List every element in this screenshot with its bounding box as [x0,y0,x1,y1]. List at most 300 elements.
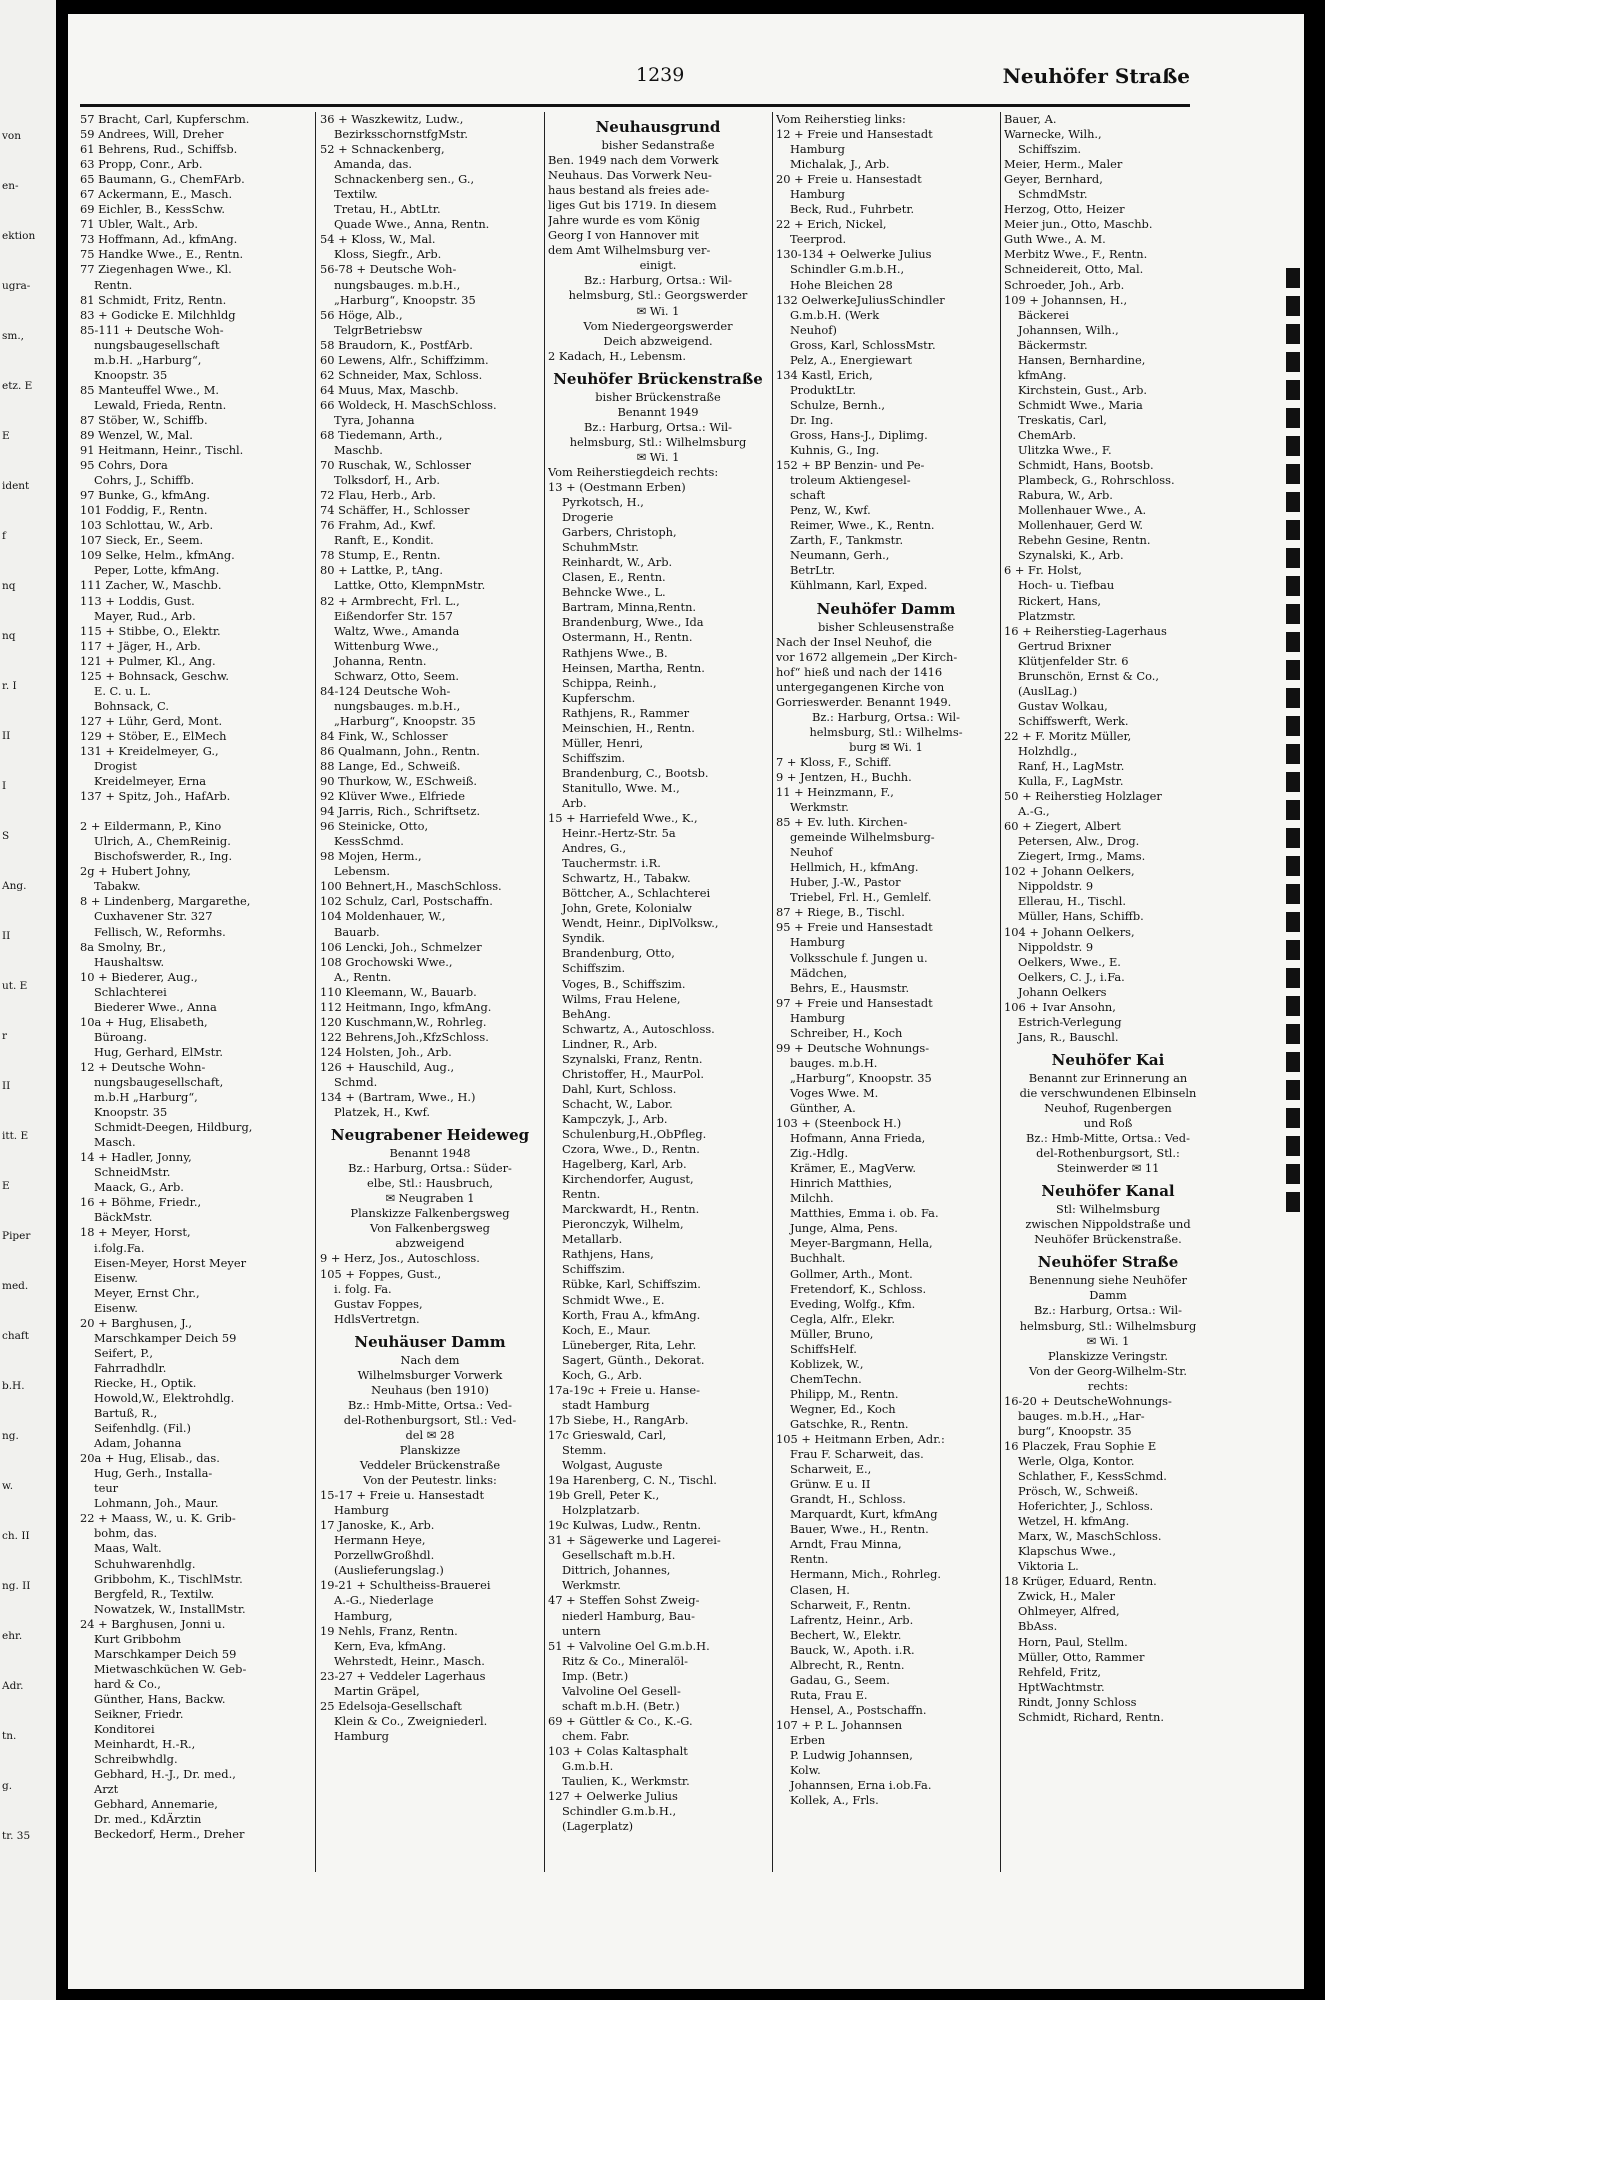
address-entry: 25 Edelsoja-Gesellschaft [320,1698,462,1713]
street-note: helmsburg, Stl.: Georgswerder [568,288,748,303]
address-entry: 50 + Reiherstieg Holzlager [1004,789,1162,804]
resident-entry: Wetzel, H. kfmAng. [1018,1514,1130,1529]
margin-fragment: ch. II [2,1530,30,1542]
resident-entry: PorzellwGroßhdl. [334,1548,435,1563]
resident-entry: Garbers, Christoph, [562,525,677,540]
address-entry: 104 + Johann Oelkers, [1004,924,1135,939]
resident-entry: bauges. m.b.H. [790,1055,878,1070]
street-note: Benannt 1948 [389,1146,471,1161]
address-entry: 73 Hoffmann, Ad., kfmAng. [80,232,238,247]
resident-entry: Scharweit, E., [790,1462,872,1477]
resident-entry: Gustav Wolkau, [1018,698,1108,713]
resident-entry: Eisen-Meyer, Horst Meyer [94,1255,247,1270]
column-divider [315,112,316,1872]
resident-entry: Seikner, Friedr. [94,1706,184,1721]
resident-entry: Grandt, H., Schloss. [790,1492,906,1507]
resident-entry: BehAng. [562,1006,611,1021]
address-entry: 69 + Güttler & Co., K.-G. [548,1713,693,1728]
resident-entry: Tyra, Johanna [334,412,415,427]
resident-entry: Hoferichter, J., Schloss. [1018,1499,1154,1514]
margin-fragment: E [2,1180,10,1192]
address-entry: Georg I von Hannover mit [548,228,699,243]
street-note: Vom Niedergeorgswerder [583,318,733,333]
resident-entry: Schmidt Wwe., Maria [1018,397,1143,412]
address-entry: 107 + P. L. Johannsen [776,1717,903,1732]
resident-entry: Bischofswerder, R., Ing. [94,849,233,864]
resident-entry: Schiffszim. [1018,142,1082,157]
resident-entry: Johann Oelkers [1018,984,1107,999]
resident-entry: Hamburg [790,142,845,157]
resident-entry: Adam, Johanna [94,1436,182,1451]
address-entry: 9 + Herz, Jos., Autoschloss. [320,1251,480,1266]
resident-entry: BäckMstr. [94,1210,153,1225]
address-entry: 89 Wenzel, W., Mal. [80,427,193,442]
street-note: helmsburg, Stl.: Wilhelms- [809,724,963,739]
resident-entry: Müller, Bruno, [790,1326,874,1341]
resident-entry: Wolgast, Auguste [562,1458,663,1473]
address-entry: 62 Schneider, Max, Schloss. [320,367,483,382]
address-entry: Vom Reiherstieg links: [776,112,906,126]
address-entry: 71 Ubler, Walt., Arb. [80,217,198,232]
resident-entry: Lohmann, Joh., Maur. [94,1496,219,1511]
resident-entry: Kulla, F., LagMstr. [1018,774,1124,789]
resident-entry: Ohlmeyer, Alfred, [1018,1604,1120,1619]
resident-entry: Meyer-Bargmann, Hella, [790,1236,933,1251]
resident-entry: Cuxhavener Str. 327 [94,909,213,924]
page-title: Neuhöfer Straße [1002,64,1190,88]
street-note: Steinwerder ✉ 11 [1056,1161,1160,1176]
resident-entry: Werkmstr. [562,1578,621,1593]
margin-fragment: w. [2,1480,14,1492]
column-3 [548,112,768,1834]
address-entry: 56-78 + Deutsche Woh- [320,262,457,277]
resident-entry: Rindt, Jonny Schloss [1018,1694,1137,1709]
address-entry: 99 + Deutsche Wohnungs- [776,1040,930,1055]
resident-entry: Hamburg [790,935,845,950]
resident-entry: Schmidt, Richard, Rentn. [1018,1709,1164,1724]
address-entry: 102 + Johann Oelkers, [1004,864,1135,879]
resident-entry: Schlather, F., KessSchmd. [1018,1468,1167,1483]
resident-entry: Haushaltsw. [94,954,165,969]
resident-entry: Zwick, H., Maler [1018,1589,1115,1604]
address-entry: 51 + Valvoline Oel G.m.b.H. [548,1638,710,1653]
resident-entry: Rickert, Hans, [1018,593,1102,608]
margin-fragment: ehr. [2,1630,23,1642]
resident-entry: Rehfeld, Fritz, [1018,1664,1101,1679]
column-divider [772,112,773,1872]
resident-entry: Triebel, Frl. H., Gemlelf. [790,890,932,905]
street-note: Bz.: Harburg, Ortsa.: Wil- [1034,1303,1182,1318]
resident-entry: Penz, W., Kwf. [790,503,871,518]
address-entry: 102 Schulz, Carl, Postschaffn. [320,894,493,909]
address-entry: 15-17 + Freie u. Hansestadt [320,1488,485,1503]
address-entry: 66 Woldeck, H. MaschSchloss. [320,397,497,412]
resident-entry: Scharweit, F., Rentn. [790,1597,911,1612]
resident-entry: Dr. Ing. [790,412,834,427]
address-entry: 91 Heitmann, Heinr., Tischl. [80,443,244,458]
resident-entry: Gribbohm, K., TischlMstr. [94,1571,243,1586]
street-note: Neuhof, Rugenbergen [1044,1101,1172,1115]
resident-entry: Ulrich, A., ChemReinig. [94,834,231,849]
resident-entry: Szynalski, K., Arb. [1018,548,1124,563]
resident-entry: Klein & Co., Zweigniederl. [334,1713,488,1728]
address-entry: 19b Grell, Peter K., [548,1488,660,1503]
resident-entry: Brandenburg, Wwe., Ida [562,615,704,630]
resident-entry: Bäckermstr. [1018,337,1088,352]
resident-entry: Hamburg, [334,1608,393,1623]
address-entry: 22 + F. Moritz Müller, [1004,728,1132,743]
address-entry: 109 + Johannsen, H., [1004,292,1128,307]
street-note: Benannt zur Erinnerung an [1028,1070,1188,1085]
resident-entry: Fahrradhdlr. [94,1360,167,1375]
resident-entry: Hellmich, H., kfmAng. [790,860,919,875]
resident-entry: Fellisch, W., Reformhs. [94,924,226,939]
margin-fragment: b.H. [2,1380,25,1392]
address-entry: 107 Sieck, Er., Seem. [80,533,204,548]
address-entry: 95 + Freie und Hansestadt [776,920,933,935]
address-entry: 36 + Waszkewitz, Ludw., [320,112,464,126]
resident-entry: Imp. (Betr.) [562,1668,629,1683]
address-entry: 106 Lencki, Joh., Schmelzer [320,939,482,954]
address-entry: 52 + Schnackenberg, [320,142,445,157]
street-heading: Neugrabener Heideweg [330,1126,530,1145]
address-entry: 85 Manteuffel Wwe., M. [80,382,220,397]
address-entry: 31 + Sägewerke und Lagerei- [548,1533,721,1548]
resident-entry: Kurt Gribbohm [94,1631,182,1646]
resident-entry: Wittenburg Wwe., [334,638,439,653]
resident-entry: Biederer Wwe., Anna [94,999,217,1014]
resident-entry: Hamburg [790,187,845,202]
resident-entry: Nippoldstr. 9 [1018,879,1094,894]
resident-entry: Ziegert, Irmg., Mams. [1018,849,1146,864]
address-entry: 76 Frahm, Ad., Kwf. [320,518,436,533]
address-entry: 127 + Oelwerke Julius [548,1789,678,1804]
resident-entry: Schreibwhdlg. [94,1752,178,1767]
margin-fragment: f [2,530,6,542]
resident-entry: m.b.H „Harburg“, [94,1090,198,1105]
address-entry: 75 Handke Wwe., E., Rentn. [80,247,244,262]
address-entry: 92 Klüver Wwe., Elfriede [320,789,465,804]
resident-entry: Johanna, Rentn. [334,653,427,668]
resident-entry: Syndik. [562,931,606,946]
resident-entry: Koch, G., Arb. [562,1367,643,1382]
street-note: Bz.: Hmb-Mitte, Ortsa.: Ved- [1026,1131,1190,1146]
address-entry: 69 Eichler, B., KessSchw. [80,202,226,217]
street-heading: Neuhausgrund [595,118,721,136]
resident-entry: Kolw. [790,1763,821,1778]
resident-entry: Waltz, Wwe., Amanda [334,623,460,638]
address-entry: 11 + Heinzmann, F., [776,785,894,800]
resident-entry: HptWachtmstr. [1018,1679,1105,1694]
street-note: die verschwundenen Elbinseln [1019,1085,1197,1100]
margin-fragment: sm., [2,330,25,342]
resident-entry: A.-G., Niederlage [334,1593,434,1608]
margin-fragment: nq [2,580,16,592]
resident-entry: Müller, Henri, [562,735,644,750]
resident-entry: Schiffszim. [562,961,626,976]
resident-entry: Jans, R., Bauschl. [1018,1029,1119,1044]
resident-entry: P. Ludwig Johannsen, [790,1748,913,1763]
left-page-fragment [0,0,56,2000]
street-note: bisher Brückenstraße [595,389,721,404]
resident-entry: Voges Wwe. M. [790,1085,879,1100]
margin-fragment: ng. II [2,1580,31,1592]
resident-entry: Kühlmann, Karl, Exped. [790,578,928,593]
street-note: del-Rothenburgsort, Stl.: [1036,1146,1180,1161]
resident-entry: Johannsen, Wilh., [1018,322,1119,337]
street-note: ✉ Wi. 1 [636,449,680,464]
resident-entry: Koch, E., Maur. [562,1322,651,1337]
address-entry: 97 + Freie und Hansestadt [776,995,933,1010]
resident-entry: Maschb. [334,443,383,458]
resident-entry: Hohe Bleichen 28 [790,277,893,292]
margin-fragment: E [2,430,10,442]
resident-entry: Gustav Foppes, [334,1296,423,1311]
street-note: Bz.: Harburg, Ortsa.: Wil- [584,273,732,288]
resident-entry: Pieronczyk, Wilhelm, [562,1217,684,1232]
address-entry: 67 Ackermann, E., Masch. [80,187,233,202]
resident-entry: Kreidelmeyer, Erna [94,774,207,789]
resident-entry: Schuhwarenhdlg. [94,1556,196,1571]
address-entry: 16 + Reiherstieg-Lagerhaus [1004,623,1167,638]
resident-entry: Bartuß, R., [94,1406,158,1421]
address-entry: Meier jun., Otto, Maschb. [1004,217,1153,232]
address-entry: Herzog, Otto, Heizer [1004,202,1125,217]
resident-entry: Metallarb. [562,1232,623,1247]
resident-entry: Hermann Heye, [334,1533,426,1548]
resident-entry: Lewald, Frieda, Rentn. [94,397,227,412]
address-entry: Schroeder, Joh., Arb. [1004,277,1125,292]
address-entry: 16-20 + DeutscheWohnungs- [1004,1393,1172,1408]
resident-entry: Clasen, H. [790,1582,850,1597]
resident-entry: Rathjens, R., Rammer [562,705,690,720]
resident-entry: Drogist [94,759,137,774]
resident-entry: Neuhof) [790,322,837,337]
resident-entry: Cegla, Alfr., Elekr. [790,1311,895,1326]
resident-entry: Rentn. [94,277,133,292]
resident-entry: „Harburg“, Knoopstr. 35 [790,1070,932,1085]
address-entry: 18 + Meyer, Horst, [80,1225,191,1240]
street-note: Wilhelmsburger Vorwerk [357,1367,503,1382]
resident-entry: Müller, Otto, Rammer [1018,1649,1145,1664]
resident-entry: Treskatis, Carl, [1018,412,1107,427]
street-note: ✉ Neugraben 1 [385,1191,475,1206]
address-entry: 117 + Jäger, H., Arb. [80,638,201,653]
resident-entry: John, Grete, Kolonialw [562,901,692,916]
resident-entry: Plambeck, G., Rohrschloss. [1018,473,1175,488]
resident-entry: Bechert, W., Elektr. [790,1627,902,1642]
address-entry: 111 Zacher, W., Maschb. [80,578,222,593]
address-entry: 113 + Loddis, Gust. [80,593,195,608]
street-note: Planskizze [399,1442,461,1457]
resident-entry: Gesellschaft m.b.H. [562,1548,676,1563]
resident-entry: Wendt, Heinr., DiplVolksw., [562,916,719,931]
address-entry: 2 Kadach, H., Lebensm. [548,348,686,363]
resident-entry: Gross, Karl, SchlossMstr. [790,337,936,352]
street-note: und Roß [1083,1116,1133,1131]
resident-entry: Dahl, Kurt, Schloss. [562,1081,677,1096]
resident-entry: Schindler G.m.b.H., [562,1804,677,1819]
address-entry: 13 + (Oestmann Erben) [548,479,686,494]
resident-entry: ProduktLtr. [790,382,857,397]
address-entry: 10 + Biederer, Aug., [80,969,198,984]
address-entry: 24 + Barghusen, Jonni u. [80,1616,226,1631]
resident-entry: Schulze, Bernh., [790,397,885,412]
resident-entry: A., Rentn. [334,969,392,984]
street-note: burg ✉ Wi. 1 [849,739,923,754]
column-2 [320,112,540,1744]
resident-entry: Viktoria L. [1018,1559,1079,1574]
resident-entry: Dr. med., KdÄrztin [94,1812,202,1827]
resident-entry: G.m.b.H. (Werk [790,307,880,322]
address-entry: 121 + Pulmer, Kl., Ang. [80,653,216,668]
street-heading: Neuhöfer Kanal [1041,1182,1175,1201]
resident-entry: Kern, Eva, kfmAng. [334,1638,447,1653]
margin-fragment: ident [2,480,30,492]
address-entry: 95 Cohrs, Dora [80,458,168,473]
address-entry: 58 Braudorn, K., PostfArb. [320,337,473,352]
address-entry: Guth Wwe., A. M. [1004,232,1106,247]
address-entry: 6 + Fr. Holst, [1004,563,1082,578]
resident-entry: Holzplatzarb. [562,1503,640,1518]
resident-entry: Schwartz, H., Tabakw. [562,871,691,886]
resident-entry: Korth, Frau A., kfmAng. [562,1307,701,1322]
address-entry: 84 Fink, W., Schlosser [320,728,448,743]
resident-entry: Holzhdlg., [1018,743,1078,758]
resident-entry: Valvoline Oel Gesell- [562,1683,681,1698]
resident-entry: Neuhof [790,845,833,860]
page-header [80,54,1190,107]
resident-entry: Werkmstr. [790,800,849,815]
resident-entry: Marquardt, Kurt, kfmAng [790,1507,938,1522]
resident-entry: Zarth, F., Tankmstr. [790,533,904,548]
address-entry: Meier, Herm., Maler [1004,157,1123,172]
address-entry: Vom Reiherstiegdeich rechts: [548,464,719,479]
resident-entry: Wilms, Frau Helene, [562,991,681,1006]
margin-fragment: ugra- [2,280,31,292]
margin-fragment: med. [2,1280,29,1292]
address-entry: Neuhaus. Das Vorwerk Neu- [548,168,712,183]
resident-entry: Mayer, Rud., Arb. [94,608,196,623]
address-entry: 125 + Bohnsack, Geschw. [80,668,230,683]
resident-entry: nungsbaugesellschaft [94,337,220,352]
resident-entry: Meyer, Ernst Chr., [94,1285,200,1300]
resident-entry: Hamburg [334,1728,389,1743]
address-entry: 2 + Eildermann, P., Kino [80,819,222,834]
resident-entry: gemeinde Wilhelmsburg- [790,830,935,845]
street-note: del ✉ 28 [405,1427,455,1442]
resident-entry: Marschkamper Deich 59 [94,1646,237,1661]
address-entry: 56 Höge, Alb., [320,307,403,322]
address-entry: 103 Schlottau, W., Arb. [80,518,214,533]
street-note: Veddeler Brückenstraße [359,1458,501,1473]
margin-fragment: I [2,780,7,792]
address-entry: 47 + Steffen Sohst Zweig- [548,1593,700,1608]
margin-fragment: S [2,830,10,842]
resident-entry: Erben [790,1732,826,1747]
resident-entry: hard & Co., [94,1676,161,1691]
resident-entry: Knoopstr. 35 [94,367,168,382]
address-entry: 15 + Harriefeld Wwe., K., [548,811,698,826]
street-note: Planskizze Veringstr. [1047,1348,1169,1363]
resident-entry: kfmAng. [1018,367,1067,382]
street-note: Damm [1089,1288,1127,1303]
resident-entry: Günther, A. [790,1101,856,1115]
address-entry: 96 Steinicke, Otto, [320,819,429,834]
resident-entry: m.b.H. „Harburg“, [94,352,202,367]
resident-entry: Neumann, Gerh., [790,548,890,563]
resident-entry: Tolksdorf, H., Arb. [334,473,440,488]
street-note: zwischen Nippoldstraße und [1025,1217,1191,1232]
resident-entry: Mollenhauer, Gerd W. [1018,518,1144,533]
address-entry: 106 + Ivar Ansohn, [1004,999,1116,1014]
resident-entry: Meinschien, H., Rentn. [562,720,695,735]
address-entry: 85-111 + Deutsche Woh- [80,322,224,337]
address-entry: 7 + Kloss, F., Schiff. [776,754,892,769]
address-entry: 22 + Erich, Nickel, [776,217,887,232]
resident-entry: Klütjenfelder Str. 6 [1018,653,1129,668]
address-entry: Schneidereit, Otto, Mal. [1004,262,1144,277]
resident-entry: Schlachterei [94,984,167,999]
resident-entry: Rebehn Gesine, Rentn. [1018,533,1151,548]
address-entry: 86 Qualmann, John., Rentn. [320,743,480,758]
resident-entry: Maas, Walt. [94,1541,162,1556]
resident-entry: SchneidMstr. [94,1165,171,1180]
resident-entry: Lüneberger, Rita, Lehr. [562,1337,697,1352]
margin-fragment: Piper [2,1230,31,1242]
resident-entry: Eisenw. [94,1270,138,1285]
address-entry: 85 + Ev. luth. Kirchen- [776,815,908,830]
resident-entry: SchmdMstr. [1018,187,1088,202]
resident-entry: Masch. [94,1135,136,1150]
street-note: einigt. [639,258,677,273]
address-entry: 9 + Jentzen, H., Buchh. [776,769,912,784]
resident-entry: Ellerau, H., Tischl. [1018,894,1127,909]
resident-entry: Rathjens Wwe., B. [562,645,668,660]
address-entry: 98 Mojen, Herm., [320,849,422,864]
resident-entry: Bauarb. [334,924,380,939]
resident-entry: Peper, Lotte, kfmAng. [94,563,220,578]
resident-entry: Heinr.-Hertz-Str. 5a [562,826,676,841]
address-entry: 63 Propp, Conr., Arb. [80,157,203,172]
address-entry: 77 Ziegenhagen Wwe., Kl. [80,262,232,277]
address-entry: 134 Kastl, Erich, [776,367,873,382]
address-entry: 100 Behnert,H., MaschSchloss. [320,879,502,894]
resident-entry: Oelkers, C. J., i.Fa. [1018,969,1125,984]
street-note: Benannt 1949 [617,404,699,419]
resident-entry: Kirchendorfer, August, [562,1172,694,1187]
resident-entry: SchuhmMstr. [562,540,639,555]
address-entry: 108 Grochowski Wwe., [320,954,453,969]
street-note: Bz.: Harburg, Ortsa.: Wil- [812,709,960,724]
resident-entry: bohm, das. [94,1526,158,1541]
column-4 [776,112,996,1808]
address-entry: 64 Muus, Max, Maschb. [320,382,459,397]
street-heading: Neuhöfer Damm [816,599,956,618]
resident-entry: Clasen, E., Rentn. [562,570,666,585]
address-entry: 78 Stump, E., Rentn. [320,548,441,563]
resident-entry: Schmidt-Deegen, Hildburg, [94,1120,253,1135]
address-entry: 19 Nehls, Franz, Rentn. [320,1623,458,1638]
street-note: Nach dem [400,1352,460,1367]
address-entry: 12 + Freie und Hansestadt [776,127,933,142]
resident-entry: Ritz & Co., Mineralöl- [562,1653,689,1668]
address-entry: liges Gut bis 1719. In diesem [548,198,717,213]
resident-entry: ChemTechn. [790,1371,862,1386]
resident-entry: Pyrkotsch, H., [562,495,644,510]
resident-entry: Hagelberg, Karl, Arb. [562,1157,687,1172]
resident-entry: Mietwaschküchen W. Geb- [94,1661,247,1676]
